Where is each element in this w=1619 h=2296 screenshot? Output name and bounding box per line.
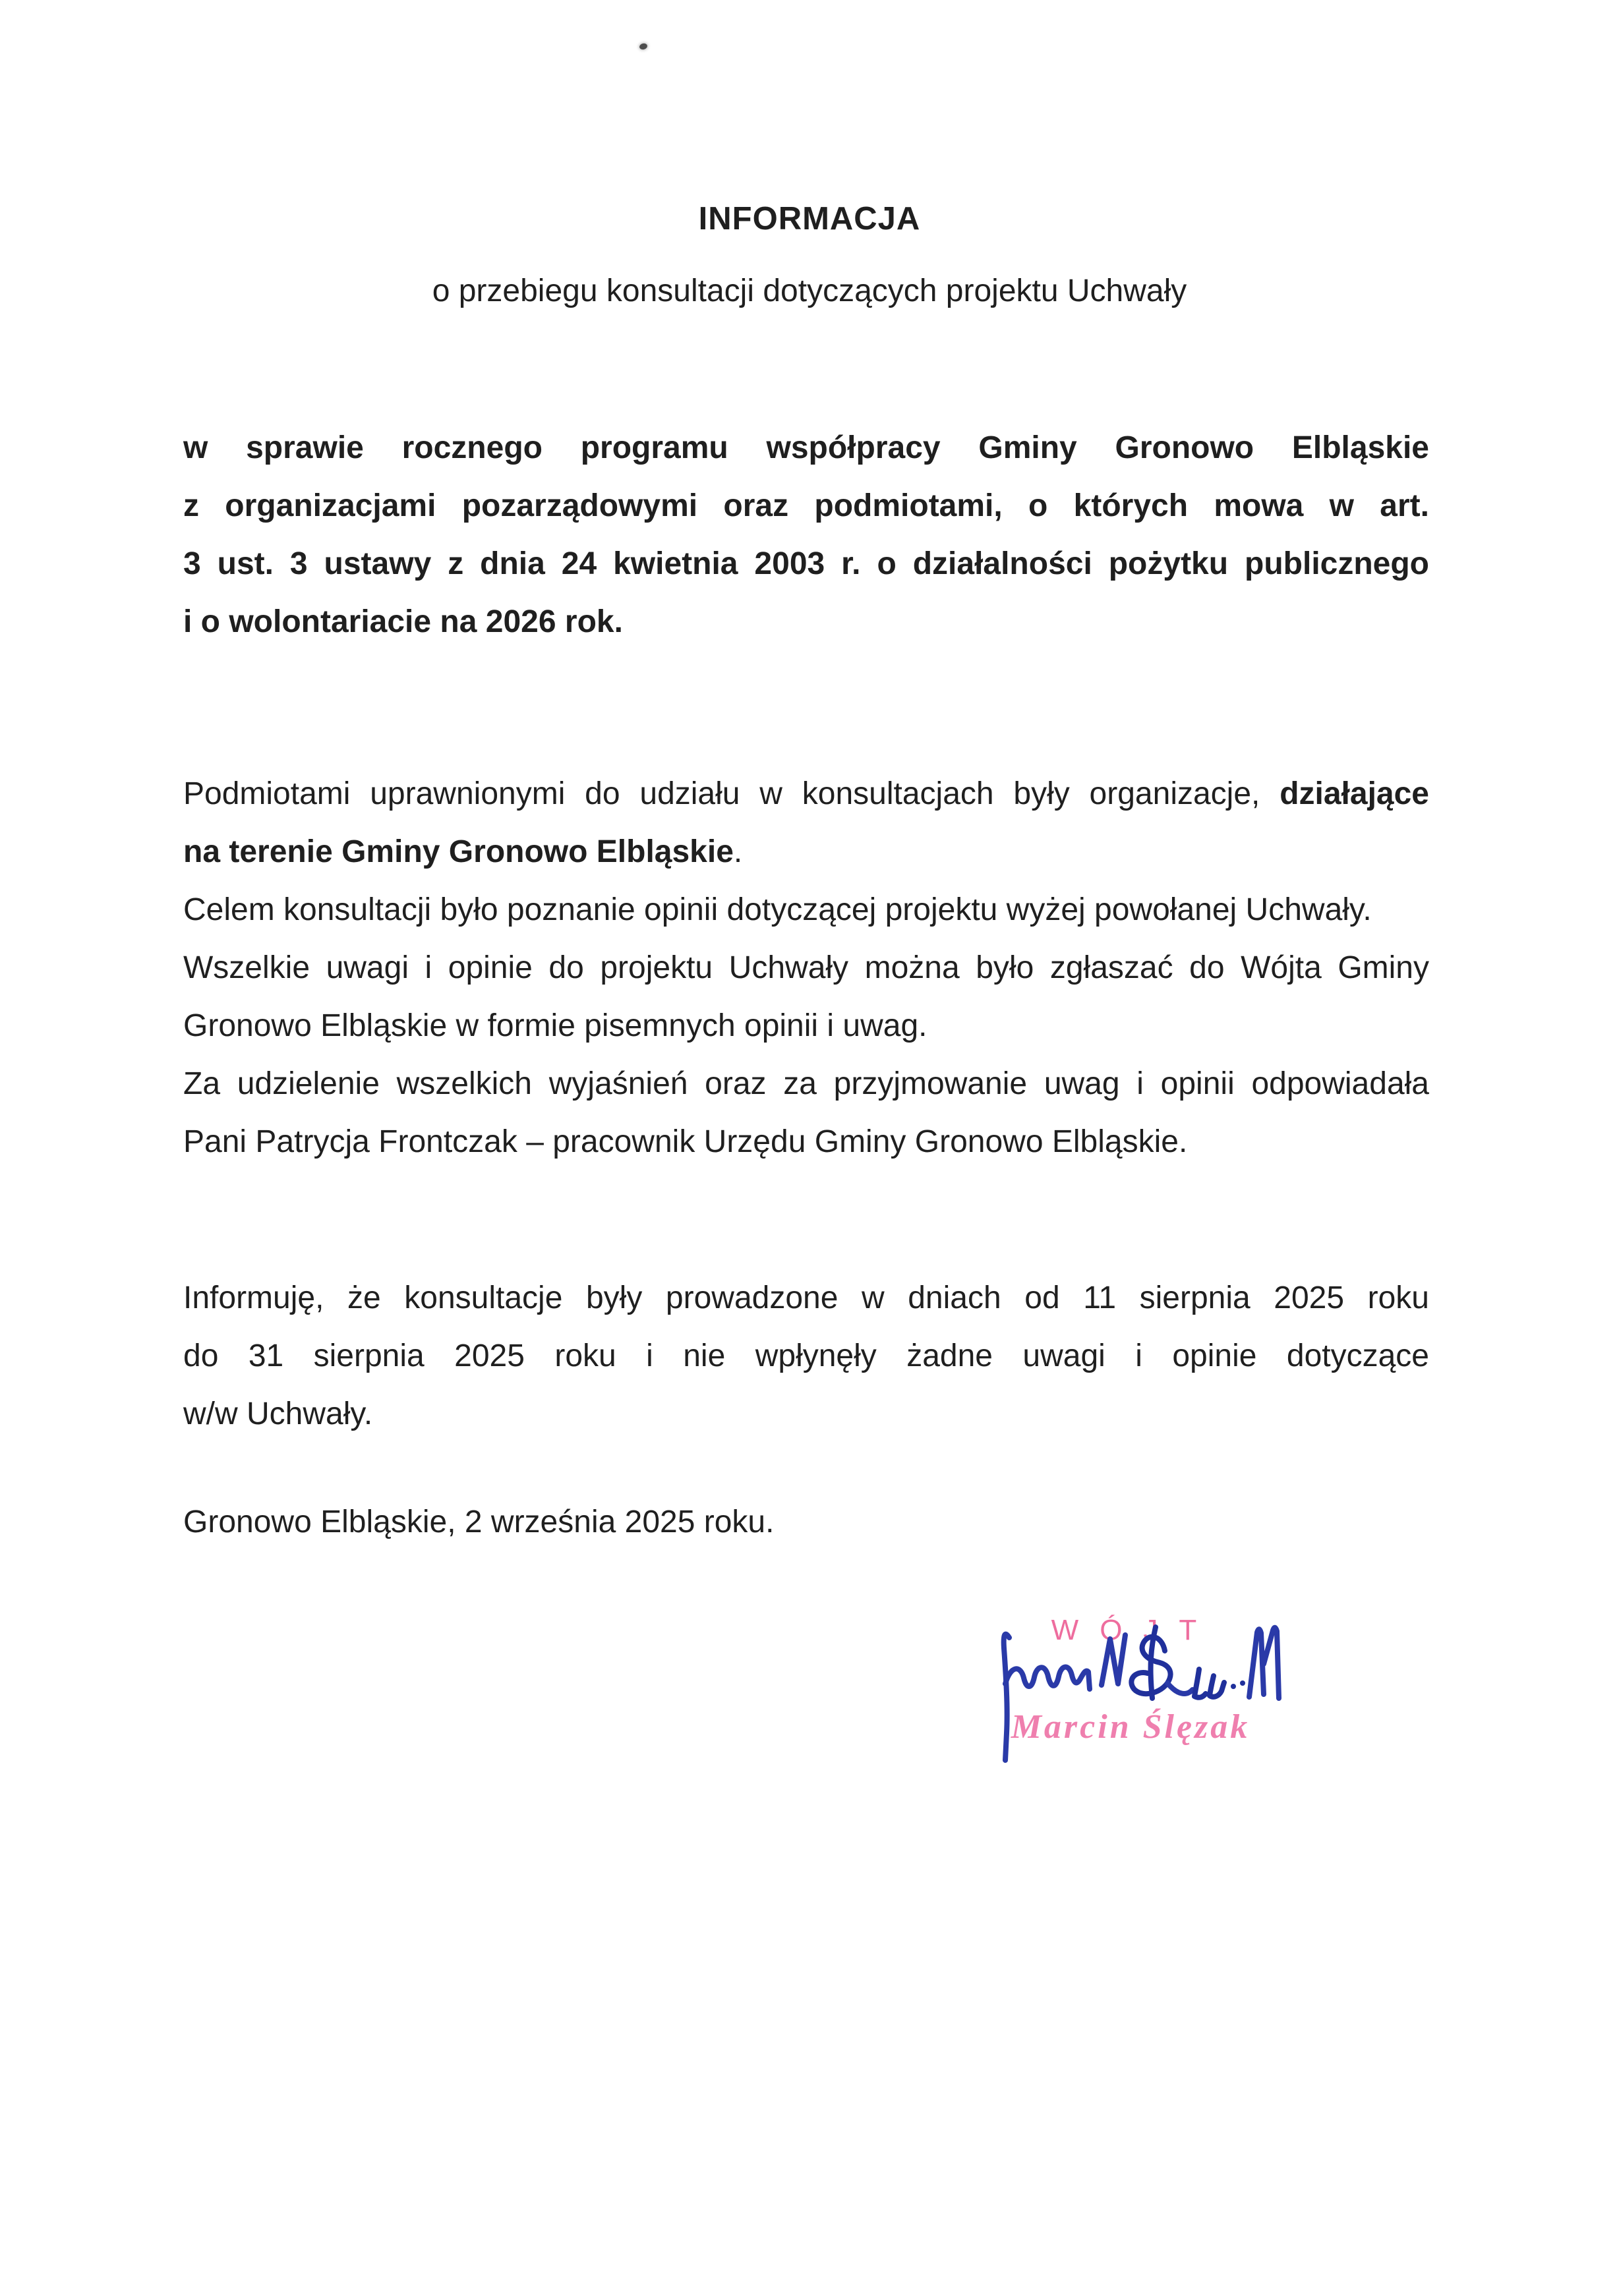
body-line-3: Celem konsultacji było poznanie opinii dotyczącej projektu wyżej powołanej Uchwały. bbox=[183, 892, 1372, 927]
body-line-5: Gronowo Elbląskie w formie pisemnych opinii i uwag. bbox=[183, 1008, 927, 1043]
ink-dot-1 bbox=[1231, 1684, 1236, 1689]
body-line-6: Za udzielenie wszelkich wyjaśnień oraz za przyjmowanie uwag i opinii odpowiadała bbox=[183, 1066, 1429, 1101]
body-paragraph bbox=[183, 765, 1429, 1171]
body-line-7: Pani Patrycja Frontczak – pracownik Urzędu Gminy Gronowo Elbląskie. bbox=[183, 1124, 1188, 1159]
closing-line-3: w/w Uchwały. bbox=[183, 1396, 373, 1431]
date-line: Gronowo Elbląskie, 2 września 2025 roku. bbox=[183, 1505, 775, 1539]
closing-line-1: Informuję, że konsultacje były prowadzone w dniach od 11 sierpnia 2025 roku bbox=[183, 1280, 1429, 1315]
stamp-name: Marcin Ślęzak bbox=[1011, 1708, 1251, 1746]
subject-line-4: i o wolontariacie na 2026 rok. bbox=[183, 604, 623, 639]
body-line-4: Wszelkie uwagi i opinie do projektu Uchwały można było zgłaszać do Wójta Gminy bbox=[183, 950, 1429, 985]
scan-speck bbox=[639, 43, 648, 51]
body-line-1-emphasis: działające bbox=[1280, 776, 1429, 811]
ink-stroke-s-tail bbox=[1167, 1683, 1192, 1694]
body-line-1-text: Podmiotami uprawnionymi do udziału w konsultacjach były organizacje, bbox=[183, 776, 1280, 811]
signature-block bbox=[959, 1598, 1328, 1796]
ink-stroke-zigzag bbox=[1102, 1635, 1125, 1685]
stamp-role-wojt: WÓJT bbox=[1051, 1614, 1218, 1646]
ink-stroke-left-line bbox=[1004, 1634, 1009, 1760]
closing-line-2: do 31 sierpnia 2025 roku i nie wpłynęły żadne uwagi i opinie dotyczące bbox=[183, 1338, 1429, 1373]
subject-line-3: 3 ust. 3 ustawy z dnia 24 kwietnia 2003 r. o działalności pożytku publicznego bbox=[183, 546, 1429, 581]
ink-stroke-waves bbox=[1005, 1667, 1090, 1689]
subject-line-2: z organizacjami pozarządowymi oraz podmiotami, o których mowa w art. bbox=[183, 488, 1429, 523]
ink-dot-2 bbox=[1240, 1680, 1245, 1686]
subject-paragraph bbox=[183, 419, 1429, 651]
closing-paragraph bbox=[183, 1269, 1429, 1443]
body-line-2-period: . bbox=[733, 834, 743, 869]
ink-stroke-u bbox=[1210, 1676, 1224, 1697]
body-line-1 bbox=[183, 765, 1429, 823]
signature-ink bbox=[959, 1598, 1328, 1796]
body-line-2-emphasis: na terenie Gminy Gronowo Elbląskie bbox=[183, 834, 734, 869]
ink-stroke-l bbox=[1194, 1669, 1206, 1698]
ink-stroke-m-final bbox=[1249, 1628, 1279, 1698]
document-title: INFORMACJA bbox=[698, 201, 921, 237]
subject-line-1: w sprawie rocznego programu współpracy Gminy Gronowo Elbląskie bbox=[183, 430, 1429, 465]
body-line-2 bbox=[183, 823, 1429, 881]
document-subtitle: o przebiegu konsultacji dotyczących projektu Uchwały bbox=[432, 273, 1187, 308]
